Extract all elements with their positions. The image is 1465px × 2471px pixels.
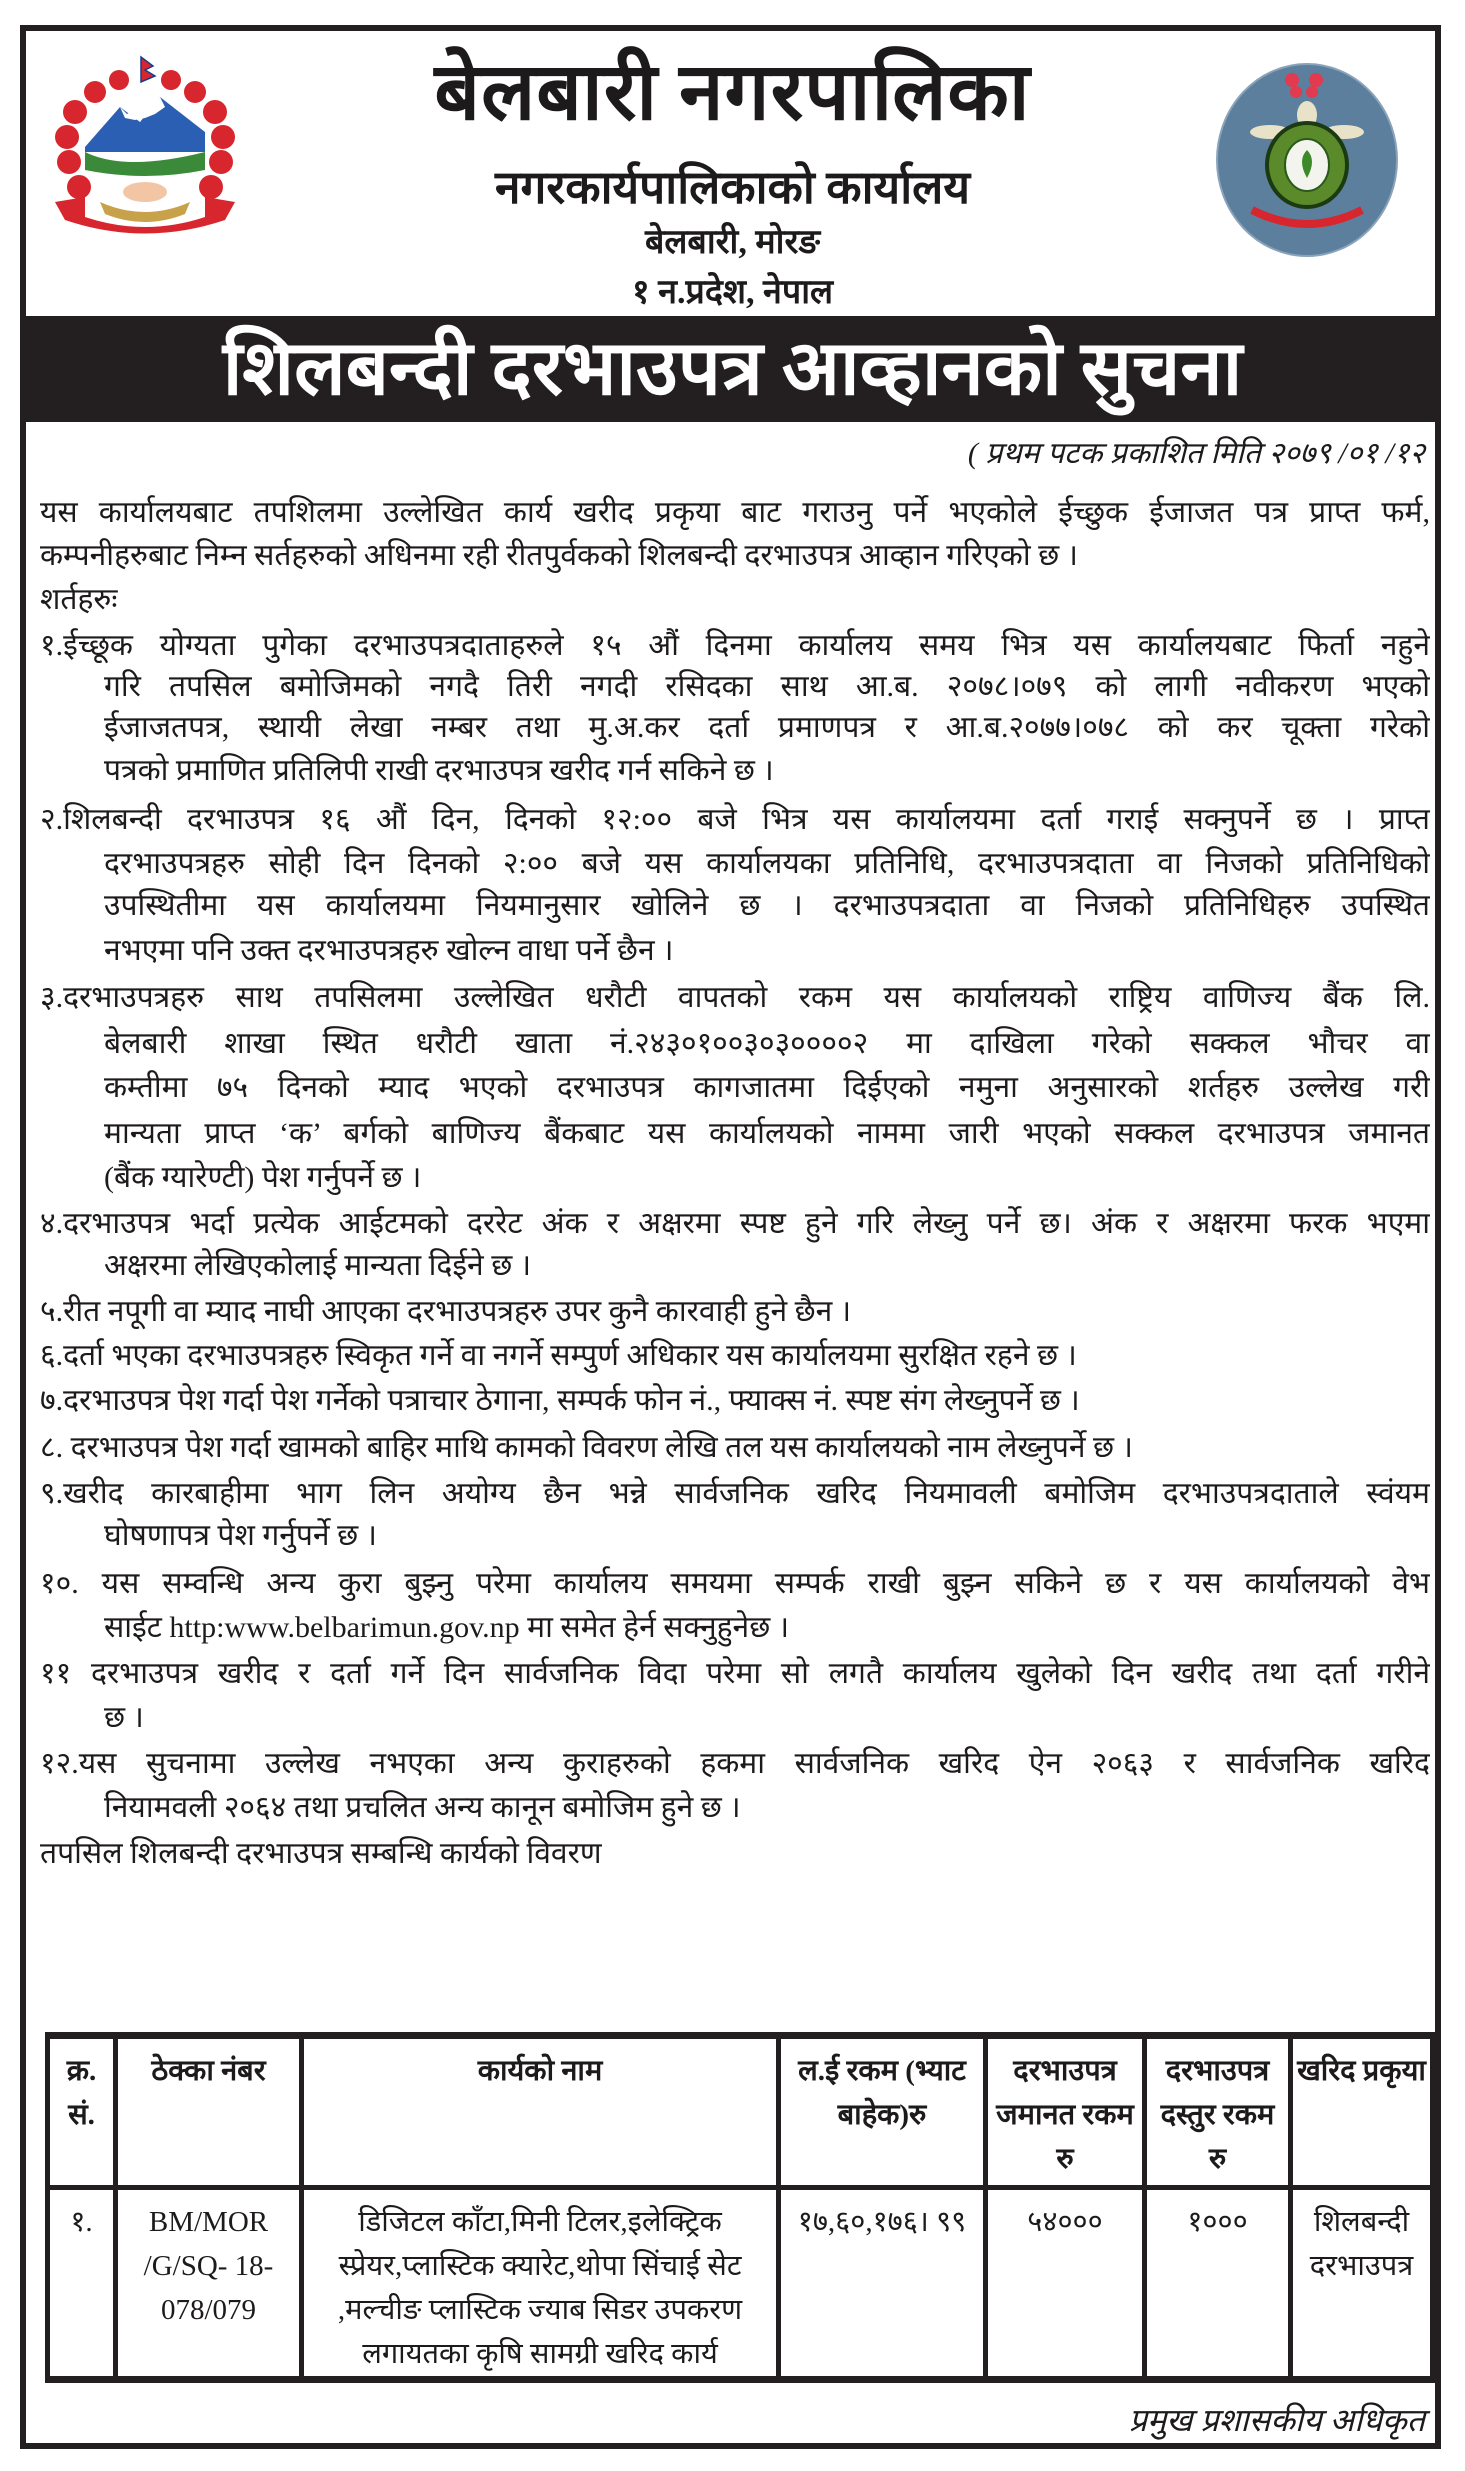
cell-procurement-method: शिलबन्दी दरभाउपत्र bbox=[1291, 2188, 1433, 2380]
cell-bid-security: ५४००० bbox=[986, 2188, 1145, 2380]
condition-line: उपस्थितीमा यस कार्यालयमा नियमानुसार खोलिने छ । दरभाउपत्रदाता वा निजको प्रतिनिधिहरु उपस्थित bbox=[104, 889, 1430, 922]
condition-line: ४.दरभाउपत्र भर्दा प्रत्येक आईटमको दररेट अंक र अक्षरमा स्पष्ट हुने गरि लेख्नु पर्ने छ। अंक र अक्षरमा फरक भएमा bbox=[40, 1207, 1430, 1240]
condition-line: कम्तीमा ७५ दिनको म्याद भएको दरभाउपत्र कागजातमा दिईएको नमुना अनुसारको शर्तहरु उल्लेख गरी bbox=[104, 1071, 1430, 1104]
signatory-title: प्रमुख प्रशासकीय अधिकृत bbox=[1128, 2402, 1425, 2438]
cell-serial-no: १. bbox=[48, 2188, 116, 2380]
condition-line: (बैंक ग्यारेण्टी) पेश गर्नुपर्ने छ । bbox=[104, 1161, 422, 1194]
table-header-row bbox=[48, 2036, 1433, 2188]
condition-line: ईजाजतपत्र, स्थायी लेखा नम्बर तथा मु.अ.कर दर्ता प्रमाणपत्र र आ.ब.२०७७।०७८ को कर चूक्ता गरेको bbox=[104, 711, 1430, 744]
condition-line: ११ दरभाउपत्र खरीद र दर्ता गर्ने दिन सार्वजनिक विदा परेमा सो लगतै कार्यालय खुलेको दिन खरीद तथा दर्ता गरीने bbox=[40, 1657, 1430, 1690]
table-caption: तपसिल शिलबन्दी दरभाउपत्र सम्बन्धि कार्यको विवरण bbox=[40, 1837, 602, 1870]
work-details-table bbox=[45, 2032, 1435, 2383]
table-row bbox=[48, 2188, 1433, 2380]
intro-line: कम्पनीहरुबाट निम्न सर्तहरुको अधिनमा रही रीतपुर्वकको शिलबन्दी दरभाउपत्र आव्हान गरिएको छ । bbox=[40, 539, 1078, 572]
intro-line: यस कार्यालयबाट तपशिलमा उल्लेखित कार्य खरीद प्रकृया बाट गराउनु पर्ने भएकोले ईच्छुक ईजाजत पत्र प्राप्त फर्म, bbox=[40, 496, 1430, 529]
condition-line: पत्रको प्रमाणित प्रतिलिपी राखी दरभाउपत्र खरीद गर्न सकिने छ । bbox=[104, 754, 774, 787]
condition-line: ५.रीत नपूगी वा म्याद नाघी आएका दरभाउपत्रहरु उपर कुनै कारवाही हुने छैन । bbox=[40, 1295, 852, 1328]
header-procurement-method: खरिद प्रकृया bbox=[1291, 2036, 1433, 2188]
condition-line: ९.खरीद कारबाहीमा भाग लिन अयोग्य छैन भन्ने सार्वजनिक खरिद नियमावली बमोजिम दरभाउपत्रदाताले स्वंयम bbox=[40, 1477, 1430, 1510]
condition-line: १०. यस सम्वन्धि अन्य कुरा बुझ्नु परेमा कार्यालय समयमा सम्पर्क राखी बुझ्न सकिने छ र यस कार्यालयको वेभ bbox=[40, 1567, 1430, 1600]
header-work-name: कार्यको नाम bbox=[302, 2036, 779, 2188]
condition-line: १.ईच्छूक योग्यता पुगेका दरभाउपत्रदाताहरुले १५ औं दिनमा कार्यालय समय भित्र यस कार्यालयबाट फिर्ता नहुने bbox=[40, 629, 1430, 662]
condition-line: दरभाउपत्रहरु सोही दिन दिनको २:०० बजे यस कार्यालयका प्रतिनिधि, दरभाउपत्रदाता वा निजको प्रतिनिधिको bbox=[104, 847, 1430, 880]
cell-bid-fee: १००० bbox=[1145, 2188, 1291, 2380]
condition-line: १२.यस सुचनामा उल्लेख नभएका अन्य कुराहरुको हकमा सार्वजनिक खरिद ऐन २०६३ र सार्वजनिक खरिद bbox=[40, 1747, 1430, 1780]
condition-line: छ । bbox=[104, 1701, 144, 1734]
header-estimated-amount: ल.ई रकम (भ्याट बाहेक)रु bbox=[779, 2036, 986, 2188]
conditions-heading: शर्तहरुः bbox=[40, 583, 118, 616]
condition-line: साईट http:www.belbarimun.gov.np मा समेत हेर्न सक्नुहुनेछ । bbox=[104, 1611, 790, 1644]
condition-line: घोषणापत्र पेश गर्नुपर्ने छ । bbox=[104, 1519, 377, 1552]
condition-line: मान्यता प्राप्त ‘क’ बर्गको बाणिज्य बैंकबाट यस कार्यालयको नाममा जारी भएको सक्कल दरभाउपत्र जमानत bbox=[104, 1117, 1430, 1150]
header-serial-no: क्र. सं. bbox=[48, 2036, 116, 2188]
municipality-name: बेलबारी नगरपालिका bbox=[434, 49, 1031, 137]
condition-line: ६.दर्ता भएका दरभाउपत्रहरु स्विकृत गर्ने वा नगर्ने सम्पुर्ण अधिकार यस कार्यालयमा सुरक्षित रहने छ । bbox=[40, 1339, 1077, 1372]
condition-line: अक्षरमा लेखिएकोलाई मान्यता दिईने छ । bbox=[104, 1249, 532, 1282]
publish-date: ( प्रथम पटक प्रकाशित मिति २०७९ /०१ /१२ bbox=[967, 437, 1425, 470]
office-name: नगरकार्यपालिकाको कार्यालय bbox=[495, 162, 970, 213]
condition-line: २.शिलबन्दी दरभाउपत्र १६ औं दिन, दिनको १२:०० बजे भित्र यस कार्यालयमा दर्ता गराई सक्नुपर्ने छ । प्राप्त bbox=[40, 803, 1430, 836]
condition-line: बेलबारी शाखा स्थित धरौटी खाता नं.२४३०१००३०३००००२ मा दाखिला गरेको सक्कल भौचर वा bbox=[104, 1027, 1430, 1060]
address-line-2: १ न.प्रदेश, नेपाल bbox=[631, 274, 834, 311]
address-line-1: बेलबारी, मोरङ bbox=[644, 224, 821, 261]
cell-work-name: डिजिटल काँटा,मिनी टिलर,इलेक्ट्रिक स्प्रेयर,प्लास्टिक क्यारेट,थोपा सिंचाई सेट ,मल्चीङ प्लास्टिक ज्याब सिडर उपकरण लगायतका कृषि सामग्री खरिद कार्य bbox=[302, 2188, 779, 2380]
cell-estimated-amount: १७,६०,१७६। ९९ bbox=[779, 2188, 986, 2380]
header-contract-no: ठेक्का नंबर bbox=[116, 2036, 302, 2188]
condition-line: ७.दरभाउपत्र पेश गर्दा पेश गर्नेको पत्राचार ठेगाना, सम्पर्क फोन नं., फ्याक्स नं. स्पष्ट संग लेख्नुपर्ने छ । bbox=[40, 1384, 1080, 1417]
notice-title: शिलबन्दी दरभाउपत्र आव्हानको सुचना bbox=[222, 327, 1243, 411]
header-bid-fee: दरभाउपत्र दस्तुर रकम रु bbox=[1145, 2036, 1291, 2188]
cell-contract-no: BM/MOR /G/SQ- 18- 078/079 bbox=[116, 2188, 302, 2380]
condition-line: नियामवली २०६४ तथा प्रचलित अन्य कानून बमोजिम हुने छ । bbox=[104, 1791, 741, 1824]
condition-line: ३.दरभाउपत्रहरु साथ तपसिलमा उल्लेखित धरौटी वापतको रकम यस कार्यालयको राष्ट्रिय वाणिज्य बैंक लि. bbox=[40, 981, 1430, 1014]
condition-line: ८. दरभाउपत्र पेश गर्दा खामको बाहिर माथि कामको विवरण लेखि तल यस कार्यालयको नाम लेख्नुपर्ने छ । bbox=[40, 1431, 1133, 1464]
condition-line: गरि तपसिल बमोजिमको नगदै तिरी नगदी रसिदका साथ आ.ब. २०७८।०७९ को लागी नवीकरण भएको bbox=[104, 670, 1430, 703]
header-bid-security: दरभाउपत्र जमानत रकम रु bbox=[986, 2036, 1145, 2188]
condition-line: नभएमा पनि उक्त दरभाउपत्रहरु खोल्न वाधा पर्ने छैन । bbox=[104, 934, 674, 967]
